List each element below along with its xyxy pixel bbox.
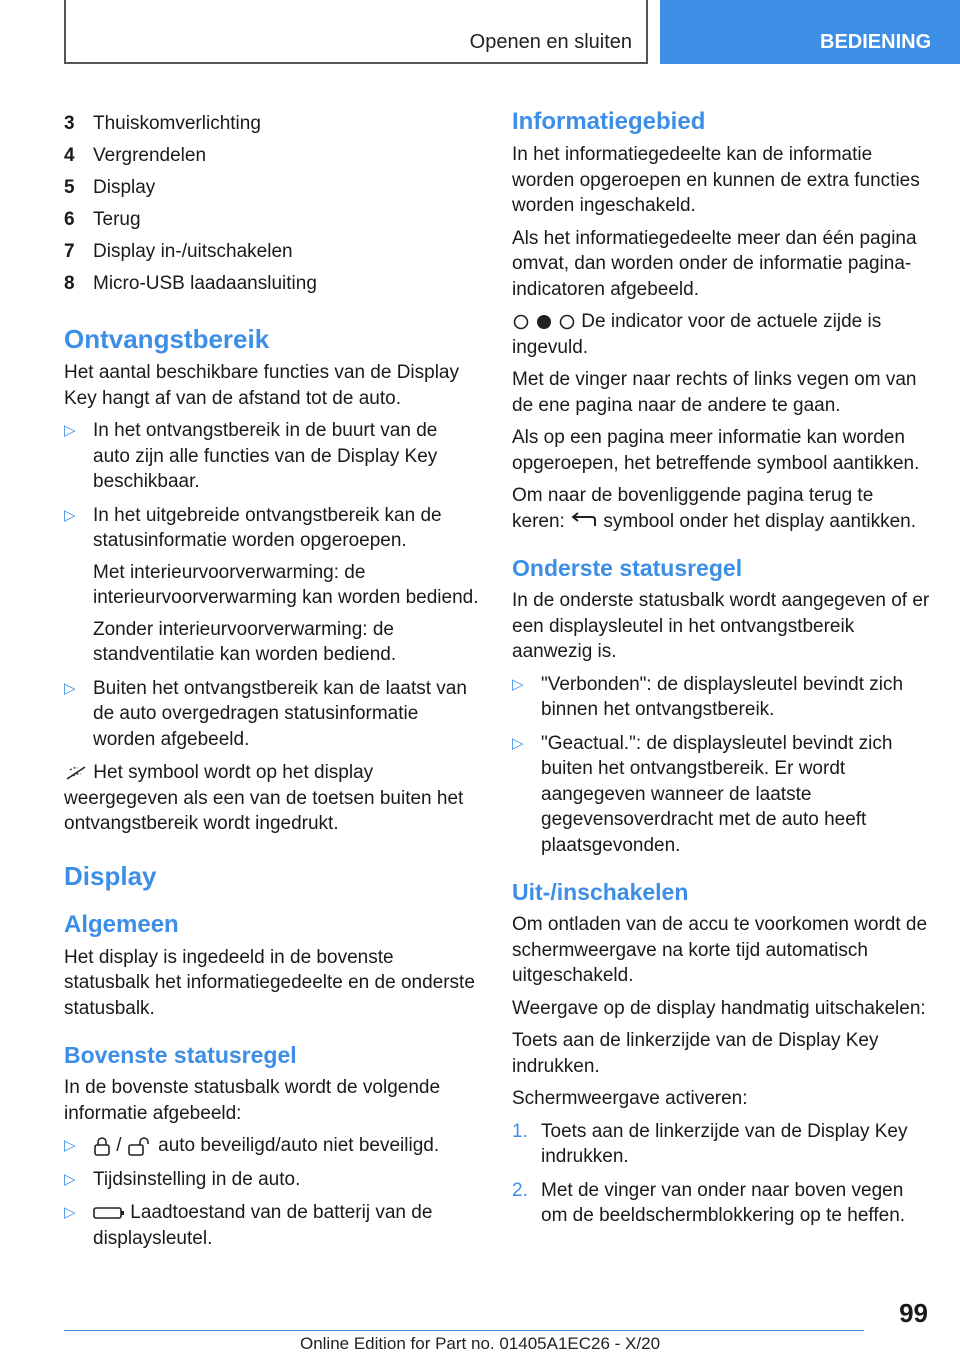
- paragraph: Om naar de bovenliggende pagina terug te keren: symbool onder het display aantikken.: [512, 485, 917, 532]
- bullet-list: [64, 1133, 479, 1251]
- section-title: Openen en sluiten: [469, 31, 632, 53]
- back-arrow-icon: [570, 512, 598, 530]
- paragraph: Toets aan de linkerzijde van de Display Key indrukken.: [512, 1030, 879, 1077]
- list-item: ▷ "Verbonden": de displaysleutel bevindt zich binnen het ontvangstbereik.: [512, 673, 904, 720]
- heading-top-status: Bovenste statusregel: [64, 1042, 297, 1068]
- triangle-bullet-icon: ▷: [64, 422, 76, 439]
- footer-divider: [64, 1330, 864, 1331]
- chapter-title: BEDIENING: [820, 31, 932, 53]
- header-frame: [64, 0, 648, 64]
- paragraph: Het symbool wordt op het display weergegeven als een van de toetsen buiten het ontvangstbereik wordt ingedrukt.: [64, 762, 464, 834]
- paragraph: In de bovenste statusbalk wordt de volgende informatie afgebeeld:: [64, 1077, 441, 1124]
- heading-on-off: Uit-/inschakelen: [512, 879, 689, 905]
- triangle-bullet-icon: ▷: [512, 675, 524, 693]
- numbered-list: [64, 108, 479, 300]
- triangle-bullet-icon: ▷: [64, 1137, 76, 1154]
- list-item: 6 Terug: [64, 209, 141, 231]
- paragraph: In de onderste statusbalk wordt aangegeven of er een displaysleutel in het ontvangstbereik aanwezig is.: [512, 590, 930, 662]
- paragraph: Het aantal beschikbare functies van de Display Key hangt af van de afstand tot de auto.: [64, 362, 460, 409]
- list-item: ▷ In het uitgebreide ontvangstbereik kan de statusinformatie worden opgeroepen. Met interieurvoorverwarming: de interieurvoorverwarming kan worden bediend. Zonder interieurvoorverwarming: de standventilatie kan worden bediend.: [64, 504, 479, 665]
- bullet-list: [512, 672, 930, 859]
- heading-display: Display: [64, 860, 157, 891]
- triangle-bullet-icon: ▷: [512, 734, 524, 752]
- paragraph: Weergave op de display handmatig uitschakelen:: [512, 997, 926, 1019]
- list-item: ▷ Laadtoestand van de batterij van de displaysleutel.: [64, 1202, 433, 1249]
- list-item: ▷ "Geactual.": de displaysleutel bevindt zich buiten het ontvangstbereik. Er wordt aangegeven wanneer de laatste gegevensoverdracht met de auto heeft plaatsgevonden.: [512, 732, 893, 856]
- list-item: 8 Micro-USB laadaansluiting: [64, 273, 317, 295]
- chapter-tab: [660, 0, 960, 64]
- no-signal-icon: [64, 764, 88, 782]
- triangle-bullet-icon: ▷: [64, 506, 76, 524]
- paragraph: Het display is ingedeeld in de bovenste statusbalk het informatiegedeelte en de onderste statusbalk.: [64, 946, 475, 1019]
- page-number: 99: [899, 1298, 928, 1328]
- triangle-bullet-icon: ▷: [64, 679, 76, 697]
- list-item: 7 Display in-/uitschakelen: [64, 241, 293, 263]
- heading-range: Ontvangstbereik: [64, 324, 270, 354]
- steps-list: [512, 1119, 930, 1229]
- left-column: [64, 108, 479, 1259]
- paragraph: In het informatiegedeelte kan de informatie worden opgeroepen en kunnen de extra functies worden ingeschakeld.: [512, 144, 920, 216]
- lock-open-icon: [127, 1136, 153, 1156]
- triangle-bullet-icon: ▷: [64, 1170, 76, 1188]
- heading-info: Informatiegebied: [512, 108, 706, 135]
- paragraph: Schermweergave activeren:: [512, 1088, 748, 1109]
- list-item: ▷ Buiten het ontvangstbereik kan de laatst van de auto overgedragen statusinformatie worden afgebeeld.: [64, 677, 467, 750]
- footer-edition: Online Edition for Part no. 01405A1EC26 - X/20: [299, 1334, 661, 1353]
- list-item: 5 Display: [64, 177, 156, 199]
- heading-bottom-status: Onderste statusregel: [512, 555, 743, 581]
- list-item: ▷ In het ontvangstbereik in de buurt van de auto zijn alle functies van de Display Key beschikbaar.: [64, 420, 438, 492]
- battery-icon: [93, 1206, 125, 1220]
- paragraph: Om ontladen van de accu te voorkomen wordt de schermweergave na korte tijd automatisch uitgeschakeld.: [512, 914, 928, 986]
- list-item: 1. Toets aan de linkerzijde van de Display Key indrukken.: [512, 1120, 908, 1167]
- list-item: 4 Vergrendelen: [64, 145, 207, 167]
- right-column: [512, 108, 930, 1237]
- list-item: ▷ Tijdsinstelling in de auto.: [64, 1167, 479, 1193]
- paragraph: Als op een pagina meer informatie kan worden opgeroepen, het betreffende symbool aantikken.: [512, 427, 920, 474]
- bullet-list: [64, 418, 479, 752]
- paragraph: Als het informatiegedeelte meer dan één pagina omvat, dan worden onder de informatie pagina-indicatoren afgebeeld.: [512, 227, 917, 300]
- list-item: 3 Thuiskomverlichting: [64, 113, 261, 135]
- triangle-bullet-icon: ▷: [64, 1204, 76, 1221]
- lock-closed-icon: [93, 1136, 111, 1156]
- paragraph: De indicator voor de actuele zijde is ingevuld.: [512, 311, 882, 358]
- heading-general: Algemeen: [64, 910, 179, 938]
- list-item: 2. Met de vinger van onder naar boven vegen om de beeldschermblokkering op te heffen.: [512, 1179, 906, 1226]
- paragraph: Met de vinger naar rechts of links vegen om van de ene pagina naar de andere te gaan.: [512, 369, 917, 416]
- page-indicator-icon: [512, 313, 576, 331]
- list-item: ▷ / auto beveiligd/auto niet beveiligd.: [64, 1133, 479, 1159]
